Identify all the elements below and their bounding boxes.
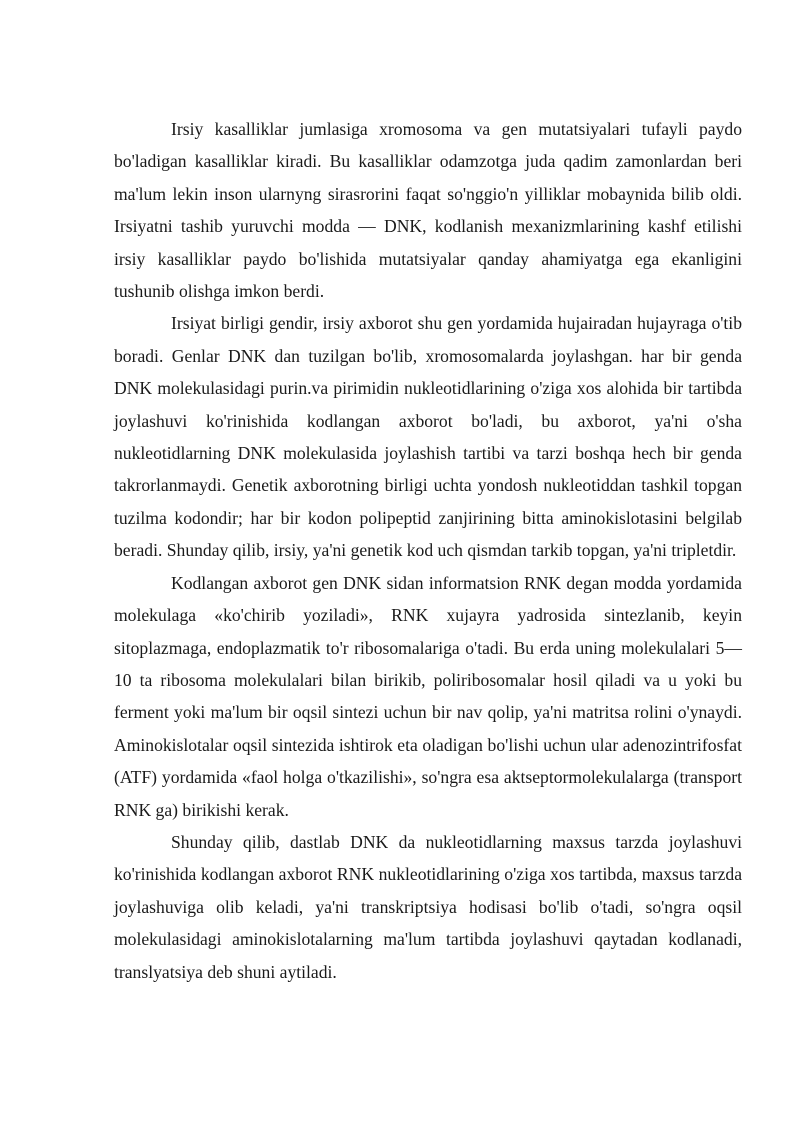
paragraph-4: Shunday qilib, dastlab DNK da nukleotidlarning maxsus tarzda joylashuvi ko'rinishida kodlangan axborot RNK nukleotidlarining o'ziga xos tartibda, maxsus tarzda joylashuviga olib keladi, ya'ni transkriptsiya hodisasi bo'lib o'tadi, so'ngra oqsil molekulasidagi aminokislotalarning ma'lum tartibda joylashuvi qaytadan kodlanadi, translyatsiya deb shuni aytiladi. [114,831,742,982]
document-body [114,113,742,988]
paragraph-3: Kodlangan axborot gen DNK sidan informatsion RNK degan modda yordamida molekulaga «ko'chirib yoziladi», RNK xujayra yadrosida sintezlanib, keyin sitoplazmaga, endoplazmatik to'r ribosomalariga o'tadi. Bu erda uning molekulalari 5—10 ta ribosoma molekulalari bilan birikib, poliribosomalar hosil qiladi va u yoki bu ferment yoki ma'lum bir oqsil sintezi uchun bir nav qolip, ya'ni matritsa rolini o'ynaydi. Aminokislotalar oqsil sintezida ishtirok eta oladigan bo'lishi uchun ular adenozintrifosfat (ATF) yordamida «faol holga o'tkazilishi», so'ngra esa aktseptormolekulalarga (transport RNK ga) birikishi kerak. [114,572,742,820]
paragraph-1: Irsiy kasalliklar jumlasiga xromosoma va gen mutatsiyalari tufayli paydo bo'ladigan kasalliklar kiradi. Bu kasalliklar odamzotga juda qadim zamonlardan beri ma'lum lekin inson ularnyng sirasrorini faqat so'nggio'n yilliklar mobaynida bilib oldi. Irsiyatni tashib yuruvchi modda — DNK, kodlanish mexanizmlarining kashf etilishi irsiy kasalliklar paydo bo'lishida mutatsiyalar qanday ahamiyatga ega ekanligini tushunib olishga imkon berdi. [114,119,742,302]
paragraph-2: Irsiyat birligi gendir, irsiy axborot shu gen yordamida hujairadan hujayraga o'tib boradi. Genlar DNK dan tuzilgan bo'lib, xromosomalarda joylashgan. har bir genda DNK molekulasidagi purin.va pirimidin nukleotidlarining o'ziga xos alohida bir tartibda joylashuvi ko'rinishida kodlangan axborot bo'ladi, bu axborot, ya'ni o'sha nukleotidlarning DNK molekulasida joylashish tartibi va tarzi boshqa hech bir genda takrorlanmaydi. Genetik axborotning birligi uchta yondosh nukleotiddan tashkil topgan tuzilma kodondir; har bir kodon polipeptid zanjirining bitta aminokislotasini belgilab beradi. Shunday qilib, irsiy, ya'ni genetik kod uch qismdan tarkib topgan, ya'ni tripletdir. [114,313,742,561]
